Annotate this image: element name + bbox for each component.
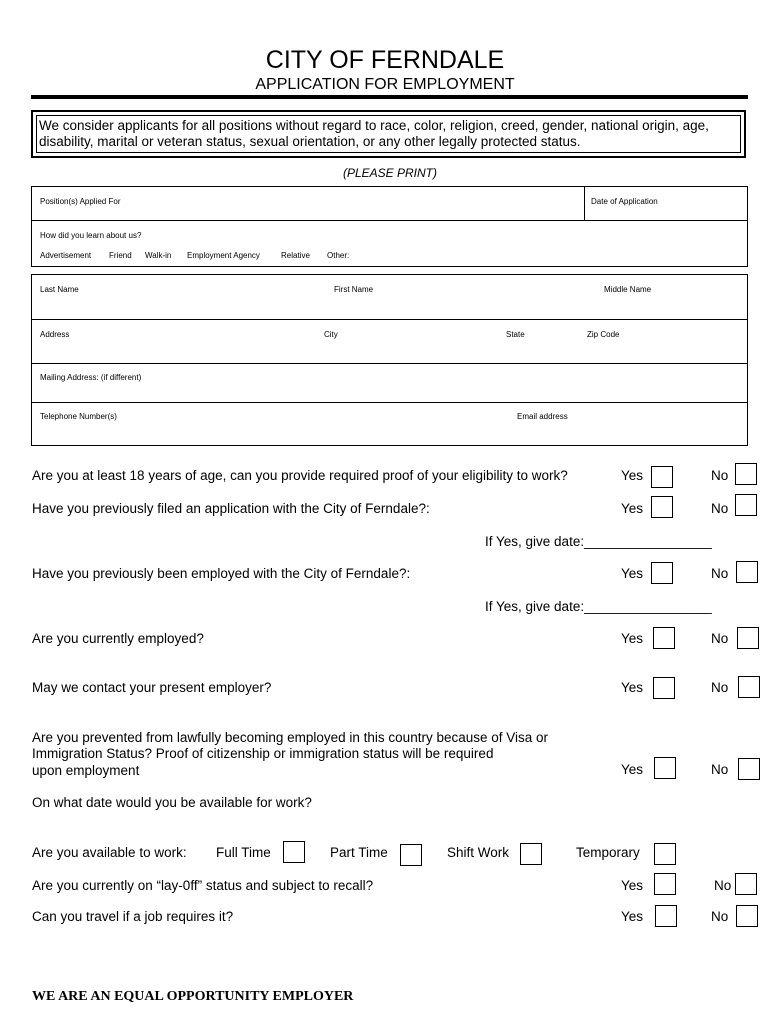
telephone-label: Telephone Number(s): [40, 412, 117, 421]
date-of-application-label: Date of Application: [591, 197, 658, 206]
question-visa-line-1: Are you prevented from lawfully becoming employed in this country because of Visa or: [32, 730, 549, 745]
zip-code-label: Zip Code: [587, 330, 620, 339]
source-relative[interactable]: Relative: [281, 251, 310, 260]
shift-work-label: Shift Work: [447, 845, 510, 860]
source-advertisement[interactable]: Advertisement: [40, 251, 92, 260]
yes-label: Yes: [621, 468, 644, 483]
no-label: No: [711, 680, 729, 695]
no-label: No: [711, 909, 729, 924]
visa-yes-checkbox[interactable]: [654, 757, 676, 779]
position-applied-label: Position(s) Applied For: [40, 197, 121, 206]
divider: [32, 220, 747, 221]
age-no-checkbox[interactable]: [735, 463, 757, 485]
last-name-label: Last Name: [40, 285, 79, 294]
question-available-date: On what date would you be available for work?: [32, 795, 312, 810]
part-time-checkbox[interactable]: [400, 844, 422, 866]
first-name-label: First Name: [334, 285, 374, 294]
address-field[interactable]: [32, 320, 747, 363]
source-employment-agency[interactable]: Employment Agency: [187, 251, 260, 260]
form-title: CITY OF FERNDALE: [265, 46, 505, 74]
currently-employed-no-checkbox[interactable]: [737, 627, 759, 649]
currently-employed-yes-checkbox[interactable]: [653, 627, 675, 649]
header-rule: [31, 95, 748, 99]
question-visa-line-2: Immigration Status? Proof of citizenship or immigration status will be required: [32, 746, 494, 761]
temporary-checkbox[interactable]: [654, 843, 676, 865]
question-visa-line-3: upon employment: [32, 763, 140, 778]
question-layoff: Are you currently on “lay-0ff” status and subject to recall?: [32, 878, 374, 893]
middle-name-label: Middle Name: [604, 285, 652, 294]
source-other[interactable]: Other:: [327, 251, 350, 260]
source-walk-in[interactable]: Walk-in: [145, 251, 172, 260]
no-label: No: [714, 878, 732, 893]
source-friend[interactable]: Friend: [109, 251, 132, 260]
question-employed-city: Have you previously been employed with the City of Ferndale?:: [32, 566, 411, 581]
part-time-label: Part Time: [330, 845, 388, 860]
no-label: No: [711, 468, 729, 483]
state-label: State: [506, 330, 525, 339]
mailing-address-label: Mailing Address: (if different): [40, 373, 142, 382]
question-currently-employed: Are you currently employed?: [32, 631, 204, 646]
age-yes-checkbox[interactable]: [651, 466, 673, 488]
employed-city-no-checkbox[interactable]: [736, 561, 758, 583]
date-of-application-field[interactable]: [585, 187, 747, 220]
eeo-notice-box: [31, 110, 746, 158]
employed-city-yes-checkbox[interactable]: [651, 562, 673, 584]
filed-no-checkbox[interactable]: [735, 494, 757, 516]
question-travel: Can you travel if a job requires it?: [32, 909, 234, 924]
mailing-address-field[interactable]: [32, 364, 747, 402]
temporary-label: Temporary: [576, 845, 640, 860]
yes-label: Yes: [621, 501, 644, 516]
no-label: No: [711, 762, 729, 777]
yes-label: Yes: [621, 566, 644, 581]
name-field[interactable]: [32, 275, 747, 319]
question-available-to-work: Are you available to work:: [32, 845, 187, 860]
travel-yes-checkbox[interactable]: [655, 905, 677, 927]
position-section: [31, 186, 748, 267]
please-print-note: (PLEASE PRINT): [342, 166, 438, 180]
contact-yes-checkbox[interactable]: [653, 677, 675, 699]
no-label: No: [711, 566, 729, 581]
visa-no-checkbox[interactable]: [738, 758, 760, 780]
question-filed-application: Have you previously filed an application with the City of Ferndale?:: [32, 501, 430, 516]
form-subtitle: APPLICATION FOR EMPLOYMENT: [255, 76, 515, 93]
yes-label: Yes: [621, 631, 644, 646]
full-time-label: Full Time: [216, 845, 271, 860]
no-label: No: [711, 631, 729, 646]
travel-no-checkbox[interactable]: [736, 905, 758, 927]
employed-date-line[interactable]: If Yes, give date:_________________: [485, 599, 712, 614]
question-age: Are you at least 18 years of age, can you provide required proof of your eligibility to work?: [32, 468, 568, 483]
layoff-yes-checkbox[interactable]: [654, 873, 676, 895]
city-label: City: [324, 330, 338, 339]
position-applied-field[interactable]: [32, 187, 584, 220]
email-label: Email address: [517, 412, 568, 421]
yes-label: Yes: [621, 762, 644, 777]
eeo-notice-text: We consider applicants for all positions without regard to race, color, religion, creed, gender, national origin, age, disability, marital or veteran status, sexual orientation, or any other legally protected status.: [39, 118, 709, 149]
personal-info-section: [31, 274, 748, 446]
filed-date-line[interactable]: If Yes, give date:_________________: [485, 534, 712, 549]
yes-label: Yes: [621, 680, 644, 695]
filed-yes-checkbox[interactable]: [651, 496, 673, 518]
contact-no-checkbox[interactable]: [738, 676, 760, 698]
how-learn-label: How did you learn about us?: [40, 231, 142, 240]
shift-work-checkbox[interactable]: [520, 843, 542, 865]
address-label: Address: [40, 330, 70, 339]
yes-label: Yes: [621, 909, 644, 924]
full-time-checkbox[interactable]: [283, 841, 305, 863]
question-contact-employer: May we contact your present employer?: [32, 680, 272, 695]
phone-email-field[interactable]: [32, 403, 747, 445]
no-label: No: [711, 501, 729, 516]
layoff-no-checkbox[interactable]: [735, 873, 757, 895]
yes-label: Yes: [621, 878, 644, 893]
eoe-statement: WE ARE AN EQUAL OPPORTUNITY EMPLOYER: [32, 989, 354, 1004]
